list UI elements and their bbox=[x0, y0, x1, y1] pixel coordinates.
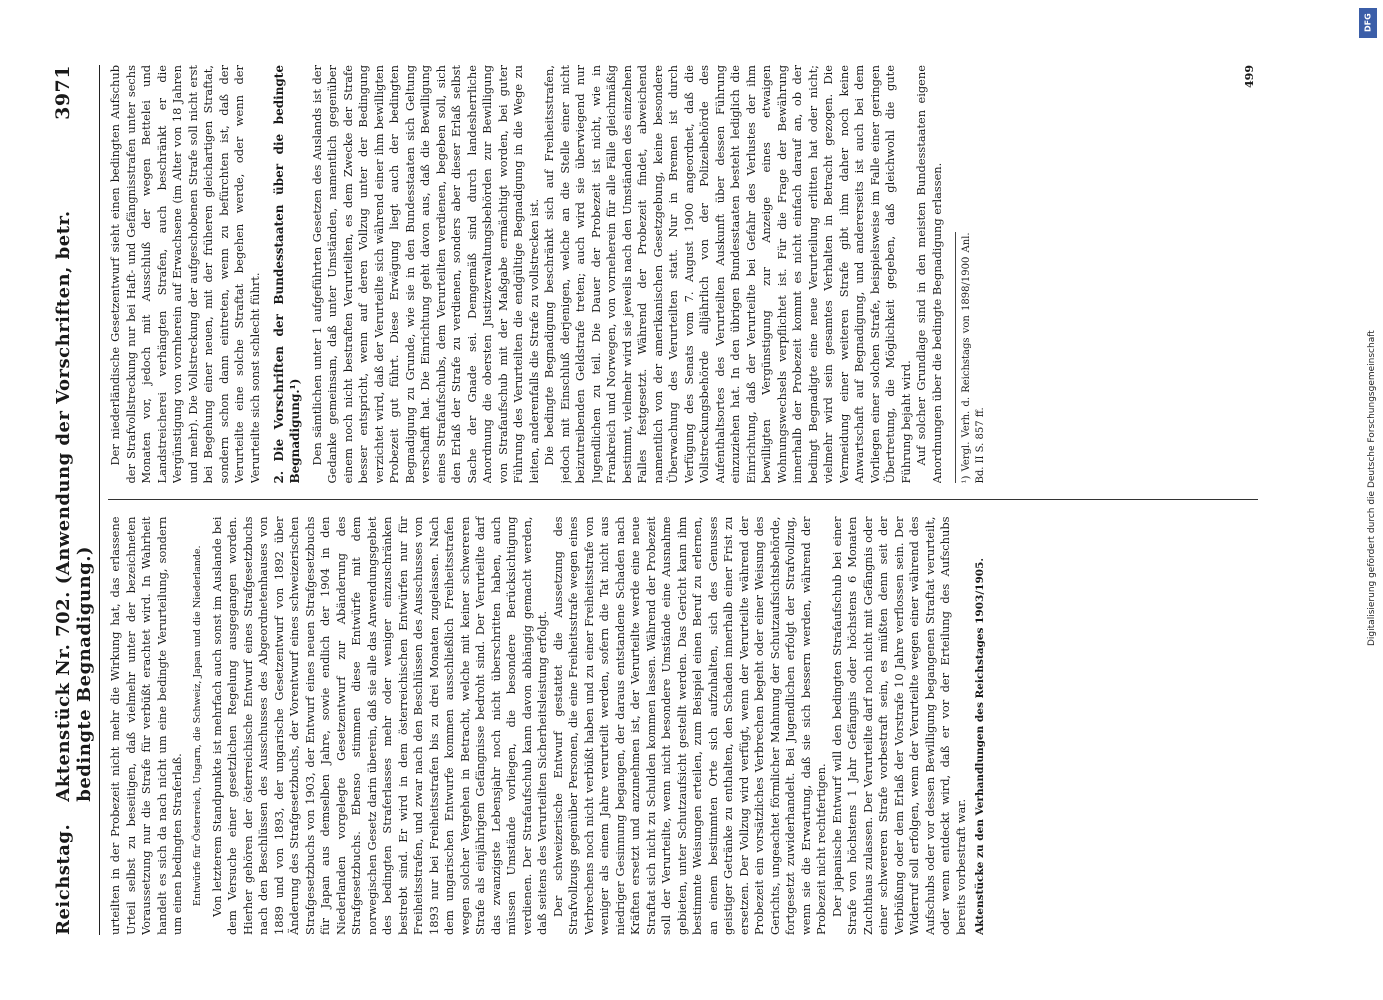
right-paragraph-3: Die bedingte Begnadigung beschränkt sich auf Freiheitsstrafen, jedoch mit Einschluß derjenigen, welche an die Stelle einer nicht beizutreibenden Geldstrafe treten; auch wird sie überwiegend nur Jugendlichen zu teil. Die Dauer der Probezeit ist nicht, wie in Frankreich und Norwegen, von vorneherein für alle Fälle gleichmäßig bestimmt, vielmehr wird sie jeweils nach den Umständen des einzelnen Falles festgesetzt. Während der Probezeit findet, abweichend namentlich von der amerikanischen Gesetzgebung, keine besondere Überwachung des Verurteilten statt. Nur in Bremen ist durch Verfügung des Senats vom 7. August 1900 angeordnet, daß die Vollstreckungsbehörde alljährlich von der Polizeibehörde des Aufenthaltsortes des Verurteilten Auskunft über dessen Führung einzuziehen hat. In den übrigen Bundesstaaten besteht lediglich die Einrichtung, daß der Verurteilte bei Gefahr des Verlustes der ihm bewilligten Vergünstigung zur Anzeige eines etwaigen Wohnungswechsels verpflichtet ist. Für die Frage der Bewährung innerhalb der Probezeit kommt es nicht einfach darauf an, ob der bedingt Begnadigte eine neue Verurteilung erlitten hat oder nicht; vielmehr wird sein gesamtes Verhalten in Betracht gezogen. Die Vermeidung einer weiteren Strafe gibt ihm daher noch keine Anwartschaft auf Begnadigung, und andererseits ist auch bei dem Vorliegen einer solchen Strafe, beispielsweise im Falle einer geringen Übertretung, die Möglichkeit gegeben, daß gleichwohl die gute Führung bejaht wird. bbox=[541, 65, 913, 484]
section-heading: 2. Die Vorschriften der Bundesstaaten über die bedingte Begnadigung.¹) bbox=[271, 65, 302, 484]
left-column bbox=[108, 517, 1258, 936]
left-paragraph-1: urteilten in der Probezeit nicht mehr die Wirkung hat, das erlassene Urteil selbst zu beseitigen, daß vielmehr unter der bezeichneten Voraussetzung nur die Strafe für verbüßt erachtet wird. In Wahrheit handelt es sich da nach nicht um eine bedingte Verurteilung, sondern um einen bedingten Straferlaß. bbox=[107, 516, 184, 935]
right-paragraph-2: Den sämtlichen unter 1 aufgeführten Gesetzen des Auslands ist der Gedanke gemeinsam, daß unter Umständen, namentlich gegenüber einem noch nicht bestraften Verurteilten, es dem Zwecke der Strafe besser entspricht, wenn auf deren Vollzug unter der Bedingung verzichtet wird, daß der Verurteilte sich während einer ihm bewilligten Probezeit gut führt. Diese Erwägung liegt auch der bedingten Begnadigung zu Grunde, wie sie in den Bundesstaaten sich Geltung verschafft hat. Die Einrichtung geht davon aus, daß die Bewilligung eines Strafaufschubs, dem Verurteilten verdienen, begeben soll, sich den Erlaß der Strafe zu verdienen, sonders aber dieser Erlaß selbst Sache der Gnade sei. Demgemäß sind durch landesherrliche Anordnung die obersten Justizverwaltungsbehörden zur Bewilligung von Strafaufschub mit der Maßgabe ermächtigt worden, bei guter Führung des Verurteilten die endgültige Begnadigung in die Wege zu leiten, anderenfalls die Strafe zu vollstrecken ist. bbox=[309, 65, 541, 484]
left-paragraph-3: Der schweizerische Entwurf gestattet die Aussetzung des Strafvollzugs gegenüber Personen, die eine Freiheitsstrafe wegen eines Verbrechens noch nicht verbüßt haben und zu einer Freiheitsstrafe von weniger als einem Jahre verurteilt werden, sofern die Tat nicht aus niedriger Gesinnung begangen, der daraus entstandene Schaden nach Kräften ersetzt und anzunehmen ist, der Verurteilte werde eine neue Straftat sich nicht zu Schulden kommen lassen. Während der Probezeit soll der Verurteilte, wenn nicht besondere Umstände eine Ausnahme gebieten, unter Schutzaufsicht gestellt werden. Das Gericht kann ihm bestimmte Weisungen erteilen, zum Beispiel einen Beruf zu erlernen, an einem bestimmten Orte sich aufzuhalten, sich des Genusses geistiger Getränke zu enthalten, den Schaden innerhalb einer Frist zu ersetzen. Der Vollzug wird verfügt, wenn der Verurteilte während der Probezeit ein vorsätzliches Verbrechen begeht oder einer Weisung des Gerichts, ungeachtet förmlicher Mahnung der Schutzaufsichtsbehörde, fortgesetzt zuwiderhandelt. Bei Jugendlichen erfolgt der Strafvollzug, wenn sie die Erwartung, daß sie sich bessern werden, während der Probezeit nicht rechtfertigen. bbox=[550, 516, 828, 935]
right-paragraph-1: Der niederländische Gesetzentwurf sieht einen bedingten Aufschub der Strafvollstreckung nur bei Haft- und Gefängnisstrafen unter sechs Monaten vor, jedoch mit Ausschluß der wegen Bettelei und Landstreicherei verhängten Strafen, auch beschränkt er die Vergünstigung von vornherein auf Erwachsene (im Alter von 18 Jahren und mehr). Die Vollstreckung der aufgeschobenen Strafe soll nicht erst bei Begehung einer neuen, mit der früheren gleichartigen Straftat, sondern schon dann eintreten, wenn zu befürchten ist, daß der Verurteilte eine solche Straftat begehen werde, oder wenn der Verurteilte sich sonst schlecht führt. bbox=[107, 65, 261, 484]
left-footer: Aktenstücke zu den Verhandlungen des Reichstages 1903/1905. bbox=[973, 557, 986, 935]
page-header bbox=[52, 65, 100, 935]
column-divider bbox=[108, 500, 1258, 501]
document-page bbox=[24, 25, 1324, 975]
page-number: 3971 bbox=[51, 65, 74, 120]
right-paragraph-4: Auf solcher Grundlage sind in den meisten Bundesstaaten eigene Anordnungen über die bedingte Begnadigung erlassen. bbox=[913, 65, 944, 484]
left-subheading: Entwürfe für Österreich, Ungarn, die Schweiz, Japan und die Niederlande. bbox=[191, 545, 202, 907]
left-paragraph-4: Der japanische Entwurf will den bedingten Strafaufschub bei einer Strafe von höchstens 1 Jahr Gefängnis oder höchstens 6 Monaten Zuchthaus zulassen. Der Verurteilte darf noch nicht mit Gefängnis oder einer schwereren Strafe vorbestraft sein, es müßten denn seit der Verbüßung oder dem Erlaß der Vorstrafe 10 Jahre verflossen sein. Der Widerruf soll erfolgen, wenn der Verurteilte wegen einer während des Aufschubs oder vor dessen Bewilligung begangenen Straftat verurteilt, oder wenn entdeckt wird, daß er vor der Erteilung des Aufschubs bereits vorbestraft war. bbox=[829, 516, 968, 935]
digitization-credit: Digitalisierung gefördert durch die Deutsche Forschungsgemeinschaft bbox=[1367, 330, 1377, 646]
page-folio: 499 bbox=[1242, 65, 1256, 88]
right-column bbox=[108, 65, 1258, 484]
footnote: ¹) Vergl. Verh. d. Reichstags von 1898/1900 Anl. Bd. II S. 857 ff. bbox=[955, 232, 987, 483]
header-title: Aktenstück Nr. 702. (Anwendung der Vorschriften, betr. bedingte Begnadigung.) bbox=[52, 210, 95, 802]
dfg-logo: DFG bbox=[1359, 8, 1377, 38]
text-columns bbox=[108, 65, 1258, 935]
left-paragraph-2: Von letzterem Standpunkte ist mehrfach auch sonst im Auslande bei dem Versuche einer gesetzlichen Regelung ausgegangen worden. Hierher gehören der österreichische Entwurf eines Strafgesetzbuchs nach den Beschlüssen des Ausschusses des Abgeordnetenhauses von 1889 und von 1893, der ungarische Gesetzentwurf von 1892 über Änderung des Strafgesetzbuchs, der Vorentwurf eines schweizerischen Strafgesetzbuchs von 1903, der Entwurf eines neuen Strafgesetzbuchs für Japan aus demselben Jahre, sowie endlich der 1904 in den Niederlanden vorgelegte Gesetzentwurf zur Abänderung des Strafgesetzbuchs. Ebenso stimmen diese Entwürfe mit dem norwegischen Gesetz darin überein, daß sie alle das Anwendungsgebiet des bedingten Straferlasses mehr oder weniger einzuschränken bestrebt sind. Er wird in dem österreichischen Entwürfen nur für Freiheitsstrafen, und zwar nach den Beschlüssen des Ausschusses von 1893 nur bei Freiheitsstrafen bis zu drei Monaten zugelassen. Nach dem ungarischen Entwurfe kommen ausschließlich Freiheitsstrafen wegen solcher Vergehen in Betracht, welche mit keiner schwereren Strafe als einjährigem Gefängnisse bedroht sind. Der Verurteilte darf das zwanzigste Lebensjahr noch nicht überschritten haben, auch müssen Umstände vorliegen, die besondere Berücksichtigung verdienen. Der Strafaufschub kann davon abhängig gemacht werden, daß seitens des Verurteilten Sicherheitsleistung erfolgt. bbox=[209, 516, 549, 935]
header-left: Reichstag. bbox=[52, 823, 74, 935]
